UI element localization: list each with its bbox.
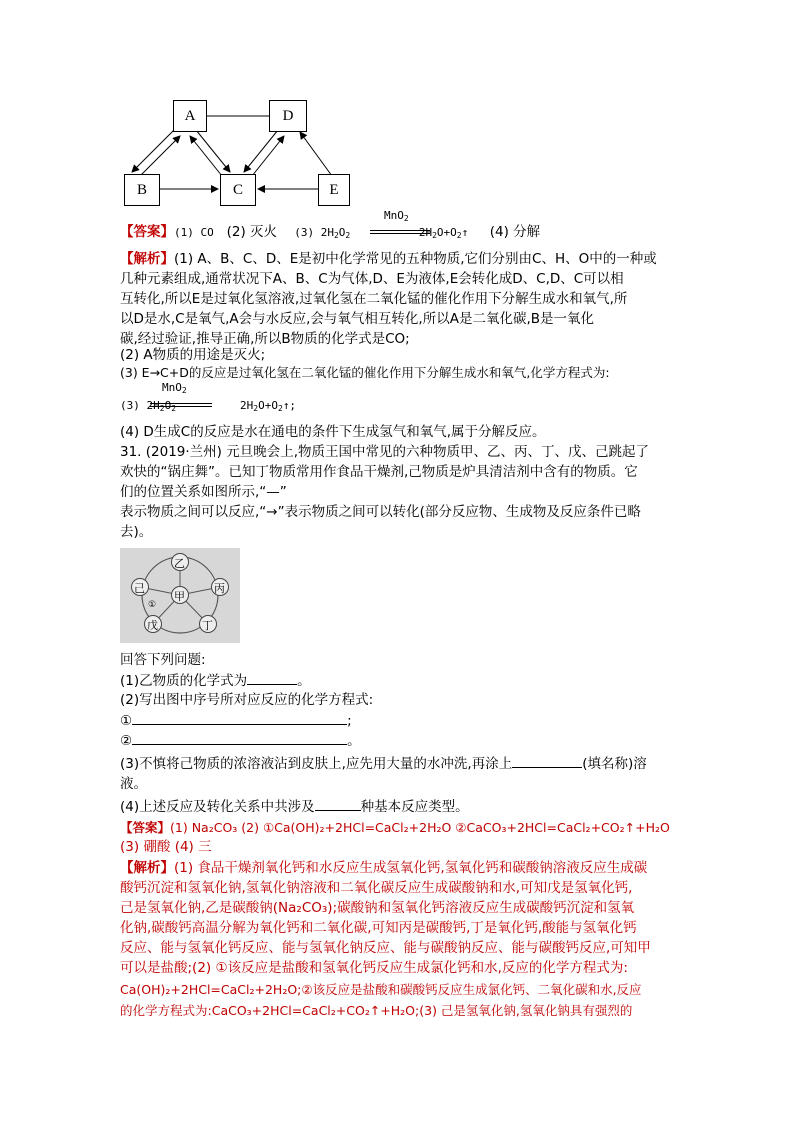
node-c: C	[220, 174, 256, 206]
question-31-sub-4: (4)上述反应及转化关系中共涉及 种基本反应类型。	[120, 799, 469, 815]
analysis-30-line-6: (2) A物质的用途是灭火;	[120, 347, 266, 363]
answer-part-4: (4) 分解	[489, 224, 541, 240]
node-wu: 戊	[147, 619, 158, 632]
answer-30	[120, 223, 680, 245]
equation-blank-2[interactable]	[132, 731, 347, 745]
question-31-sub-1: (1)乙物质的化学式为 。	[120, 673, 311, 689]
question-31-line-4: 表示物质之间可以反应,“→”表示物质之间可以转化(部分反应物、生成物及反应条件已略	[120, 504, 641, 520]
node-bing: 丙	[214, 582, 225, 595]
question-31-blank-2: ② 。	[120, 733, 361, 749]
question-31-line-5: 去)。	[120, 524, 153, 540]
question-31-line-1: 31. (2019·兰州) 元旦晚会上,物质王国中常见的六种物质甲、乙、丙、丁、戊、己跳起了	[120, 444, 650, 460]
answer-part-3-products: $2H_2O+O_2↑$	[418, 226, 469, 240]
analysis-30-line-1: 【解析】(1) A、B、C、D、E是初中化学常见的五种物质,它们分别由C、H、O中的一种或	[120, 251, 657, 267]
node-e: E	[318, 174, 350, 206]
analysis-31-line-8: 的化学方程式为:CaCO₃+2HCl=CaCl₂+CO₂↑+H₂O;(3) 己是氢氧化钠,氢氧化钠具有强烈的	[120, 1003, 633, 1018]
analysis-31-line-2: 酸钙沉淀和氢氧化钠,氢氧化钠溶液和二氧化碳反应生成碳酸钠和水,可知戊是氢氧化钙,	[120, 880, 633, 896]
node-jia: 甲	[174, 590, 185, 603]
analysis-30-line-4: 以D是水,C是氧气,A会与水反应,会与氧气相互转化,所以A是二氧化碳,B是一氧化	[120, 311, 595, 327]
analysis-30-equation: (3) $2H_2O_2$ $2H_2O+O_2↑$;	[120, 399, 297, 413]
question-31-prompt: 回答下列问题:	[120, 652, 206, 668]
node-ding: 丁	[202, 619, 213, 632]
analysis-31-line-7: Ca(OH)₂+2HCl=CaCl₂+2H₂O;②该反应是盐酸和碳酸钙反应生成氯化钙、二氧化碳和水,反应	[120, 982, 642, 997]
answer-blank-3[interactable]	[512, 754, 582, 768]
arrow-e-to-d	[300, 132, 332, 176]
node-d: D	[269, 100, 307, 132]
arrow-a-to-c	[196, 130, 230, 172]
arrow-a-to-b	[132, 130, 174, 172]
analysis-30-line-3: 互转化,所以E是过氧化氢溶液,过氧化氢在二氧化锰的催化作用下分解生成水和氧气,所	[120, 291, 628, 307]
answer-tag: 【答案】	[120, 224, 174, 240]
question-31-sub-3: (3)不慎将己物质的浓溶液沾到皮肤上,应先用大量的水冲洗,再涂上 (填名称)溶	[120, 756, 647, 772]
question-31-sub-2: (2)写出图中序号所对应反应的化学方程式:	[120, 692, 374, 708]
analysis-30-line-7: (3) E→C+D的反应是过氧化氢在二氧化锰的催化作用下分解生成水和氧气,化学方程式为:	[120, 365, 610, 380]
answer-blank-4[interactable]	[315, 797, 361, 811]
question-31-line-3: 们的位置关系如图所示,“—”	[120, 484, 287, 500]
node-yi: 乙	[174, 557, 185, 570]
node-b: B	[124, 174, 160, 206]
arrow-d-to-c	[244, 130, 278, 172]
catalyst-label: MnO$_2$	[384, 209, 409, 223]
analysis-31-line-3: 己是氢氧化钠,乙是碳酸钠(Na₂CO₃);碳酸钠和氢氧化钙溶液反应生成碳酸钙沉淀和氢氧	[120, 900, 635, 916]
analysis-30-line-2: 几种元素组成,通常状况下A、B、C为气体,D、E为液体,E会转化成D、C,D、C可以相	[120, 271, 624, 287]
answer-part-1: (1) CO	[174, 226, 214, 239]
answer-31-line-1: 【答案】(1) Na₂CO₃ (2) ①Ca(OH)₂+2HCl=CaCl₂+2H₂O ②CaCO₃+2HCl=CaCl₂+CO₂↑+H₂O	[120, 820, 670, 835]
circle-figure	[120, 548, 240, 643]
arrow-b-to-a	[140, 136, 180, 176]
analysis-30-line-9: (4) D生成C的反应是水在通电的条件下生成氢气和氧气,属于分解反应。	[120, 424, 546, 440]
reaction-mark: ①	[148, 600, 157, 610]
answer-part-2: (2) 灭火	[226, 224, 278, 240]
equation-equals-2	[150, 403, 212, 407]
analysis-31-line-5: 反应、能与氢氧化钙反应、能与氢氧化钠反应、能与碳酸钠反应、能与碳酸钙反应,可知甲	[120, 940, 651, 956]
analysis-31-line-1: 【解析】(1) 食品干燥剂氧化钙和水反应生成氢氧化钙,氢氧化钙和碳酸钠溶液反应生成碳	[120, 860, 648, 876]
question-31-blank-1: ① ;	[120, 713, 352, 729]
answer-part-3: (3) $2H_2O_2$	[294, 226, 351, 240]
catalyst-label-2: MnO$_2$	[162, 381, 187, 395]
node-a: A	[173, 100, 207, 132]
node-ji: 己	[134, 582, 145, 595]
equation-equals	[370, 230, 430, 234]
equation-blank-1[interactable]	[132, 711, 347, 725]
analysis-30-line-5: 碳,经过验证,推导正确,所以B物质的化学式是CO;	[120, 331, 410, 347]
question-31-sub-3-end: 液。	[120, 776, 147, 792]
analysis-31-line-6: 可以是盐酸;(2) ①该反应是盐酸和氢氧化钙反应生成氯化钙和水,反应的化学方程式为:	[120, 960, 628, 976]
analysis-31-line-4: 化钠,碳酸钙高温分解为氧化钙和二氧化碳,可知丙是碳酸钙,丁是氧化钙,酸能与氢氧化钙	[120, 920, 637, 936]
question-31-line-2: 欢快的“锅庄舞”。已知丁物质常用作食品干燥剂,己物质是炉具清洁剂中含有的物质。它	[120, 464, 638, 480]
answer-blank-1[interactable]	[247, 671, 297, 685]
answer-31-line-2: (3) 硼酸 (4) 三	[120, 839, 212, 855]
